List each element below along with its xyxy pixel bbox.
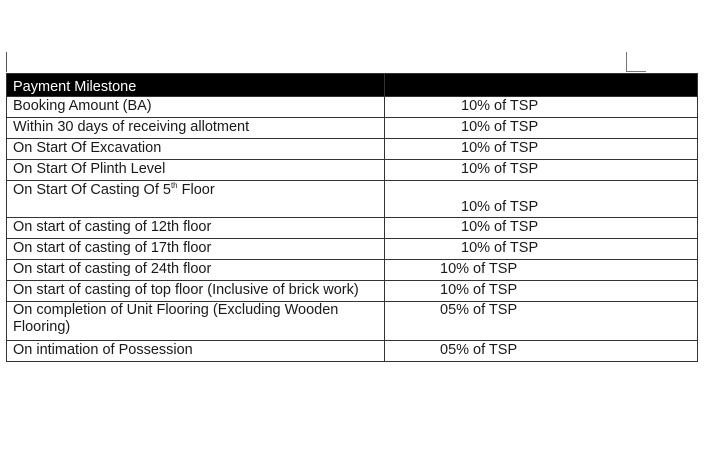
payment-cell — [385, 118, 698, 139]
milestone-cell: Within 30 days of receiving allotment — [7, 118, 385, 139]
milestone-cell: On Start Of Plinth Level — [7, 160, 385, 181]
payment-cell — [385, 218, 698, 239]
payment-cell — [385, 160, 698, 181]
payment-value: 10% of TSP — [461, 240, 539, 256]
table-row — [7, 160, 698, 181]
payment-schedule-table — [6, 73, 698, 362]
payment-cell — [385, 181, 698, 218]
table-row — [7, 181, 698, 218]
milestone-cell: On start of casting of 24th floor — [7, 260, 385, 281]
table-header-row — [7, 74, 698, 97]
crop-mark-right-horizontal — [626, 71, 646, 72]
table-row — [7, 341, 698, 362]
table-row — [7, 239, 698, 260]
payment-value: 10% of TSP — [461, 199, 539, 215]
payment-cell — [385, 97, 698, 118]
milestone-cell: On Start Of Excavation — [7, 139, 385, 160]
table-row — [7, 218, 698, 239]
milestone-cell: On start of casting of 12th floor — [7, 218, 385, 239]
payment-cell — [385, 260, 698, 281]
payment-value: 10% of TSP — [461, 98, 539, 114]
table-row — [7, 281, 698, 302]
milestone-cell: On start of casting of top floor (Inclusive of brick work) — [7, 281, 385, 302]
crop-mark-left — [6, 52, 7, 72]
payment-cell — [385, 281, 698, 302]
payment-cell — [385, 341, 698, 362]
payment-value: 05% of TSP — [440, 342, 518, 358]
milestone-cell: On intimation of Possession — [7, 341, 385, 362]
ordinal-suffix: th — [170, 181, 178, 190]
payment-value: 05% of TSP — [440, 302, 518, 318]
payment-value: 10% of TSP — [461, 219, 539, 235]
payment-value: 10% of TSP — [461, 140, 539, 156]
table-row — [7, 302, 698, 341]
table-row — [7, 118, 698, 139]
payment-cell — [385, 239, 698, 260]
header-payment — [385, 74, 698, 97]
table-row — [7, 97, 698, 118]
payment-value: 10% of TSP — [440, 261, 518, 277]
milestone-text: On Start Of Casting Of 5 — [13, 182, 171, 198]
crop-mark-right-vertical — [626, 52, 627, 72]
milestone-cell: Booking Amount (BA) — [7, 97, 385, 118]
payment-value: 10% of TSP — [461, 161, 539, 177]
header-milestone: Payment Milestone — [7, 74, 385, 97]
milestone-text-end: Floor — [177, 182, 215, 198]
table-row — [7, 260, 698, 281]
milestone-cell: On completion of Unit Flooring (Excluding Wooden Flooring) — [7, 302, 385, 341]
payment-value: 10% of TSP — [440, 282, 518, 298]
milestone-cell — [7, 181, 385, 218]
table-row — [7, 139, 698, 160]
milestone-cell: On start of casting of 17th floor — [7, 239, 385, 260]
payment-cell — [385, 302, 698, 341]
payment-cell — [385, 139, 698, 160]
payment-value: 10% of TSP — [461, 119, 539, 135]
